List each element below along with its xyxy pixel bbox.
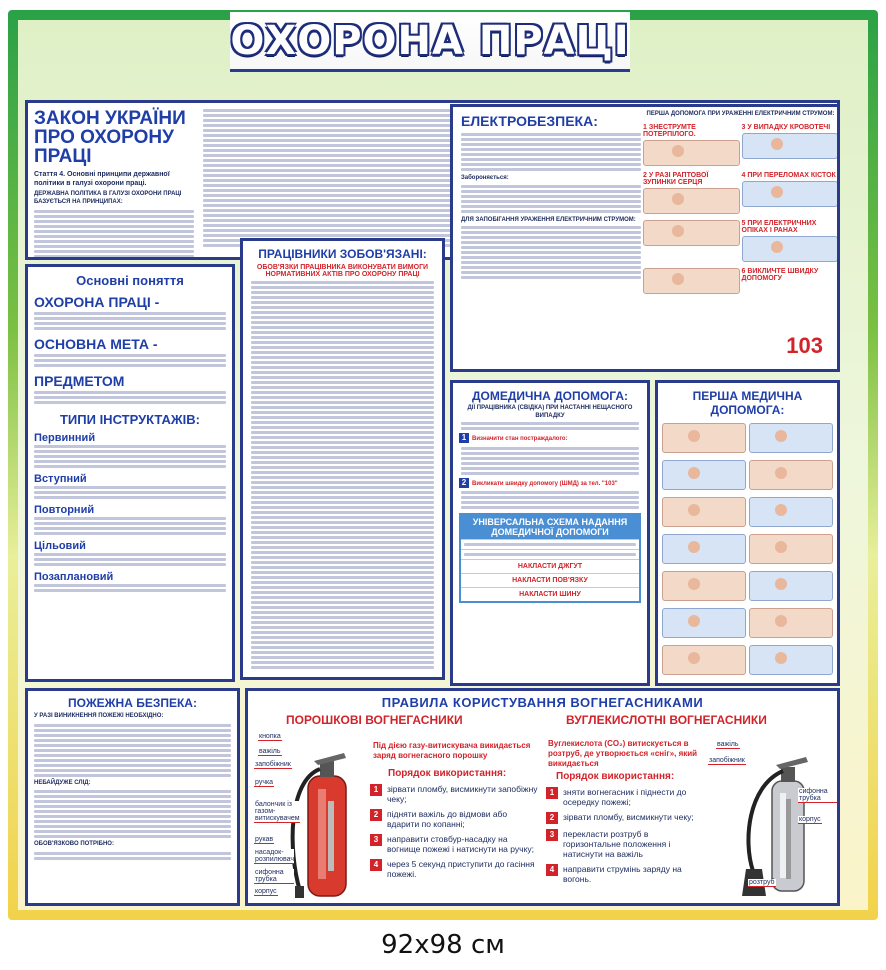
powder-title: ПОРОШКОВІ ВОГНЕГАСНИКИ (286, 713, 463, 727)
domestic-step-1: 1 Визначити стан постраждалого: (453, 430, 647, 447)
law-title: ЗАКОН УКРАЇНИ ПРО ОХОРОНУ ПРАЦІ (34, 108, 186, 167)
rescue-illustration (643, 140, 740, 166)
powder-step: 4 через 5 секунд приступити до гасіння пожежі. (370, 859, 538, 879)
electro-left-column (461, 133, 641, 279)
part-label: запобіжник (709, 757, 745, 764)
first-aid-illustration (749, 645, 833, 675)
first-aid-illustration (662, 608, 746, 638)
first-aid-illustration (662, 460, 746, 490)
scheme-row-splint: НАКЛАСТИ ШИНУ (461, 587, 639, 601)
workers-subtitle: ОБОВ'ЯЗКИ ПРАЦІВНИКА ВИКОНУВАТИ ВИМОГИ НОРМАТИВНИХ АКТІВ ПРО ОХОРОНУ ПРАЦІ (256, 264, 429, 278)
first-aid-illustration (662, 423, 746, 453)
first-aid-illustrations (658, 417, 837, 681)
step-number-1: 1 (459, 433, 469, 443)
bleeding-illustration (742, 133, 839, 159)
fire-title: ПОЖЕЖНА БЕЗПЕКА: (68, 696, 197, 710)
part-label: розтруб (749, 879, 775, 886)
first-aid-title: ПЕРША МЕДИЧНА ДОПОМОГА: (692, 389, 803, 417)
workers-duties-panel (240, 238, 445, 680)
domestic-sub: ДІЇ ПРАЦІВНИКА (СВІДКА) ПРИ НАСТАННІ НЕЩАСНОГО ВИПАДКУ (467, 405, 633, 419)
first-aid-illustration (662, 497, 746, 527)
domestic-step-2: 2 Викликати швидку допомогу (ШМД) за тел. "103" (453, 475, 647, 492)
first-aid-illustration (749, 423, 833, 453)
first-aid-illustration (749, 460, 833, 490)
powder-steps (370, 784, 538, 879)
electro-first-aid (643, 111, 838, 296)
first-aid-illustration (749, 608, 833, 638)
fire-on-fire-head: У РАЗІ ВИНИКНЕННЯ ПОЖЕЖІ НЕОБХІДНО: (34, 713, 164, 719)
cpr-illustration (643, 188, 740, 214)
electro-forbidden: Забороняється: (461, 175, 509, 181)
first-aid-illustration (749, 534, 833, 564)
electrical-safety-panel (450, 104, 840, 372)
emergency-number: 103 (786, 333, 823, 358)
fire-required-head: ОБОВ'ЯЗКОВО ПОТРІБНО: (34, 841, 114, 847)
bandage-illustration (643, 220, 740, 246)
part-label: корпус (799, 816, 821, 823)
fire-forbidden-head: НЕБАЙДУЖЕ СЛІД: (34, 779, 91, 786)
burn-illustration (742, 236, 839, 262)
electro-title: ЕЛЕКТРОБЕЗПЕКА: (461, 113, 598, 129)
powder-sub: Під дією газу-витискувача викидається заряд вогнегасного порошку (373, 741, 531, 760)
workers-text (243, 281, 442, 680)
co2-order: Порядок використання: (556, 771, 675, 782)
part-label: важіль (259, 748, 281, 755)
part-label: важіль (717, 741, 739, 748)
law-article: Стаття 4. Основні принципи державної політики в галузі охорони праці. (34, 171, 170, 187)
type-repeated: Повторний (34, 504, 95, 516)
electro-step-6: 6 ВИКЛИЧТЕ ШВИДКУ ДОПОМОГУ (741, 267, 819, 282)
fire-safety-panel (25, 688, 240, 906)
electro-prevent-head: ДЛЯ ЗАПОБІГАННЯ УРАЖЕННЯ ЕЛЕКТРИЧНИМ СТРУМОМ: (461, 216, 636, 223)
type-primary: Первинний (34, 432, 96, 444)
instruction-types-title: ТИПИ ІНСТРУКТАЖІВ: (59, 412, 201, 427)
first-aid-illustration (749, 571, 833, 601)
electro-first-aid-head: ПЕРША ДОПОМОГА ПРИ УРАЖЕННІ ЕЛЕКТРИЧНИМ СТРУМОМ: (646, 111, 835, 117)
powder-step: 3 направити стовбур-насадку на вогнище пожежі і натиснути на ручку; (370, 834, 538, 854)
first-aid-illustration (662, 645, 746, 675)
term-main-goal: ОСНОВНА МЕТА - (34, 336, 158, 352)
universal-scheme (459, 513, 641, 603)
domestic-title: ДОМЕДИЧНА ДОПОМОГА: (471, 389, 629, 403)
extinguishers-title: ПРАВИЛА КОРИСТУВАННЯ ВОГНЕГАСНИКАМИ (381, 695, 704, 710)
electro-step-5: 5 ПРИ ЕЛЕКТРИЧНИХ ОПІКАХ І РАНАХ (741, 219, 817, 234)
scheme-row-tourniquet: НАКЛАСТИ ДЖГУТ (461, 559, 639, 573)
first-aid-illustration (662, 534, 746, 564)
electro-step-2: 2 У РАЗІ РАПТОВОЇ ЗУПИНКИ СЕРЦЯ (643, 171, 709, 186)
part-label: сифонна трубка (254, 869, 294, 884)
page-title-banner (230, 12, 630, 72)
law-policy-head: ДЕРЖАВНА ПОЛІТИКА В ГАЛУЗІ ОХОРОНИ ПРАЦІ БАЗУЄТЬСЯ НА ПРИНЦИПАХ: (34, 191, 182, 205)
co2-step: 4 направити струмінь заряду на вогонь. (546, 864, 706, 884)
term-labour-protection: ОХОРОНА ПРАЦІ - (34, 294, 160, 310)
co2-step: 2 зірвати пломбу, висмикнути чеку; (546, 812, 706, 824)
type-unscheduled: Позаплановий (34, 571, 114, 583)
powder-order: Порядок використання: (388, 768, 507, 779)
electro-step-4: 4 ПРИ ПЕРЕЛОМАХ КІСТОК (741, 171, 836, 179)
part-label: балончик із газом-витискувачем (255, 801, 300, 822)
part-label: корпус (255, 888, 277, 895)
co2-step: 3 перекласти розтруб в горизонтальне положення і натиснути на важіль (546, 829, 706, 859)
law-left-column (34, 109, 194, 258)
scheme-row-bandage: НАКЛАСТИ ПОВ'ЯЗКУ (461, 573, 639, 587)
first-medical-aid-panel (655, 380, 840, 686)
fracture-illustration (742, 181, 839, 207)
powder-step: 1 зірвати пломбу, висмикнути запобіжну чеку; (370, 784, 538, 804)
co2-sub: Вуглекислота (CO₂) витискується в розтруб, де утворюється «сніг», який викидається (548, 739, 698, 768)
part-label: ручка (255, 779, 274, 786)
co2-title: ВУГЛЕКИСЛОТНІ ВОГНЕГАСНИКИ (566, 713, 767, 727)
powder-step: 2 підняти важіль до відмови або вдарити по копанні; (370, 809, 538, 829)
page-title: ОХОРОНА ПРАЦІ (230, 17, 630, 64)
co2-step: 1 зняти вогнегасник і піднести до осередку пожежі; (546, 787, 706, 807)
part-label: сифонна трубка (798, 788, 838, 803)
electro-step-3: 3 У ВИПАДКУ КРОВОТЕЧІ (741, 123, 831, 131)
workers-title: ПРАЦІВНИКИ ЗОБОВ'ЯЗАНІ: (258, 247, 427, 261)
extinguishers-panel (245, 688, 840, 906)
basic-title: Основні поняття (76, 273, 184, 288)
law-middle-text (203, 109, 463, 247)
first-aid-illustration (662, 571, 746, 601)
type-introductory: Вступний (34, 473, 87, 485)
phone-call-illustration (643, 268, 740, 294)
term-subject: ПРЕДМЕТОМ (34, 373, 125, 389)
law-text-lines (34, 210, 194, 258)
type-targeted: Цільовий (34, 540, 86, 552)
part-label: рукав (255, 836, 274, 843)
part-label: насадок-розпилювач (255, 849, 294, 863)
electro-step-1: 1 ЗНЕСТРУМТЕ ПОТЕРПІЛОГО. (643, 123, 696, 138)
scheme-title: УНІВЕРСАЛЬНА СХЕМА НАДАННЯ ДОМЕДИЧНОЇ ДОПОМОГИ (461, 515, 639, 539)
size-label: 92x98 см (381, 930, 505, 960)
part-label: запобіжник (255, 761, 291, 768)
part-label: кнопка (259, 733, 281, 740)
pre-medical-aid-panel (450, 380, 650, 686)
step-number-2: 2 (459, 478, 469, 488)
first-aid-illustration (749, 497, 833, 527)
co2-steps (546, 787, 706, 884)
basic-concepts-panel (25, 264, 235, 682)
